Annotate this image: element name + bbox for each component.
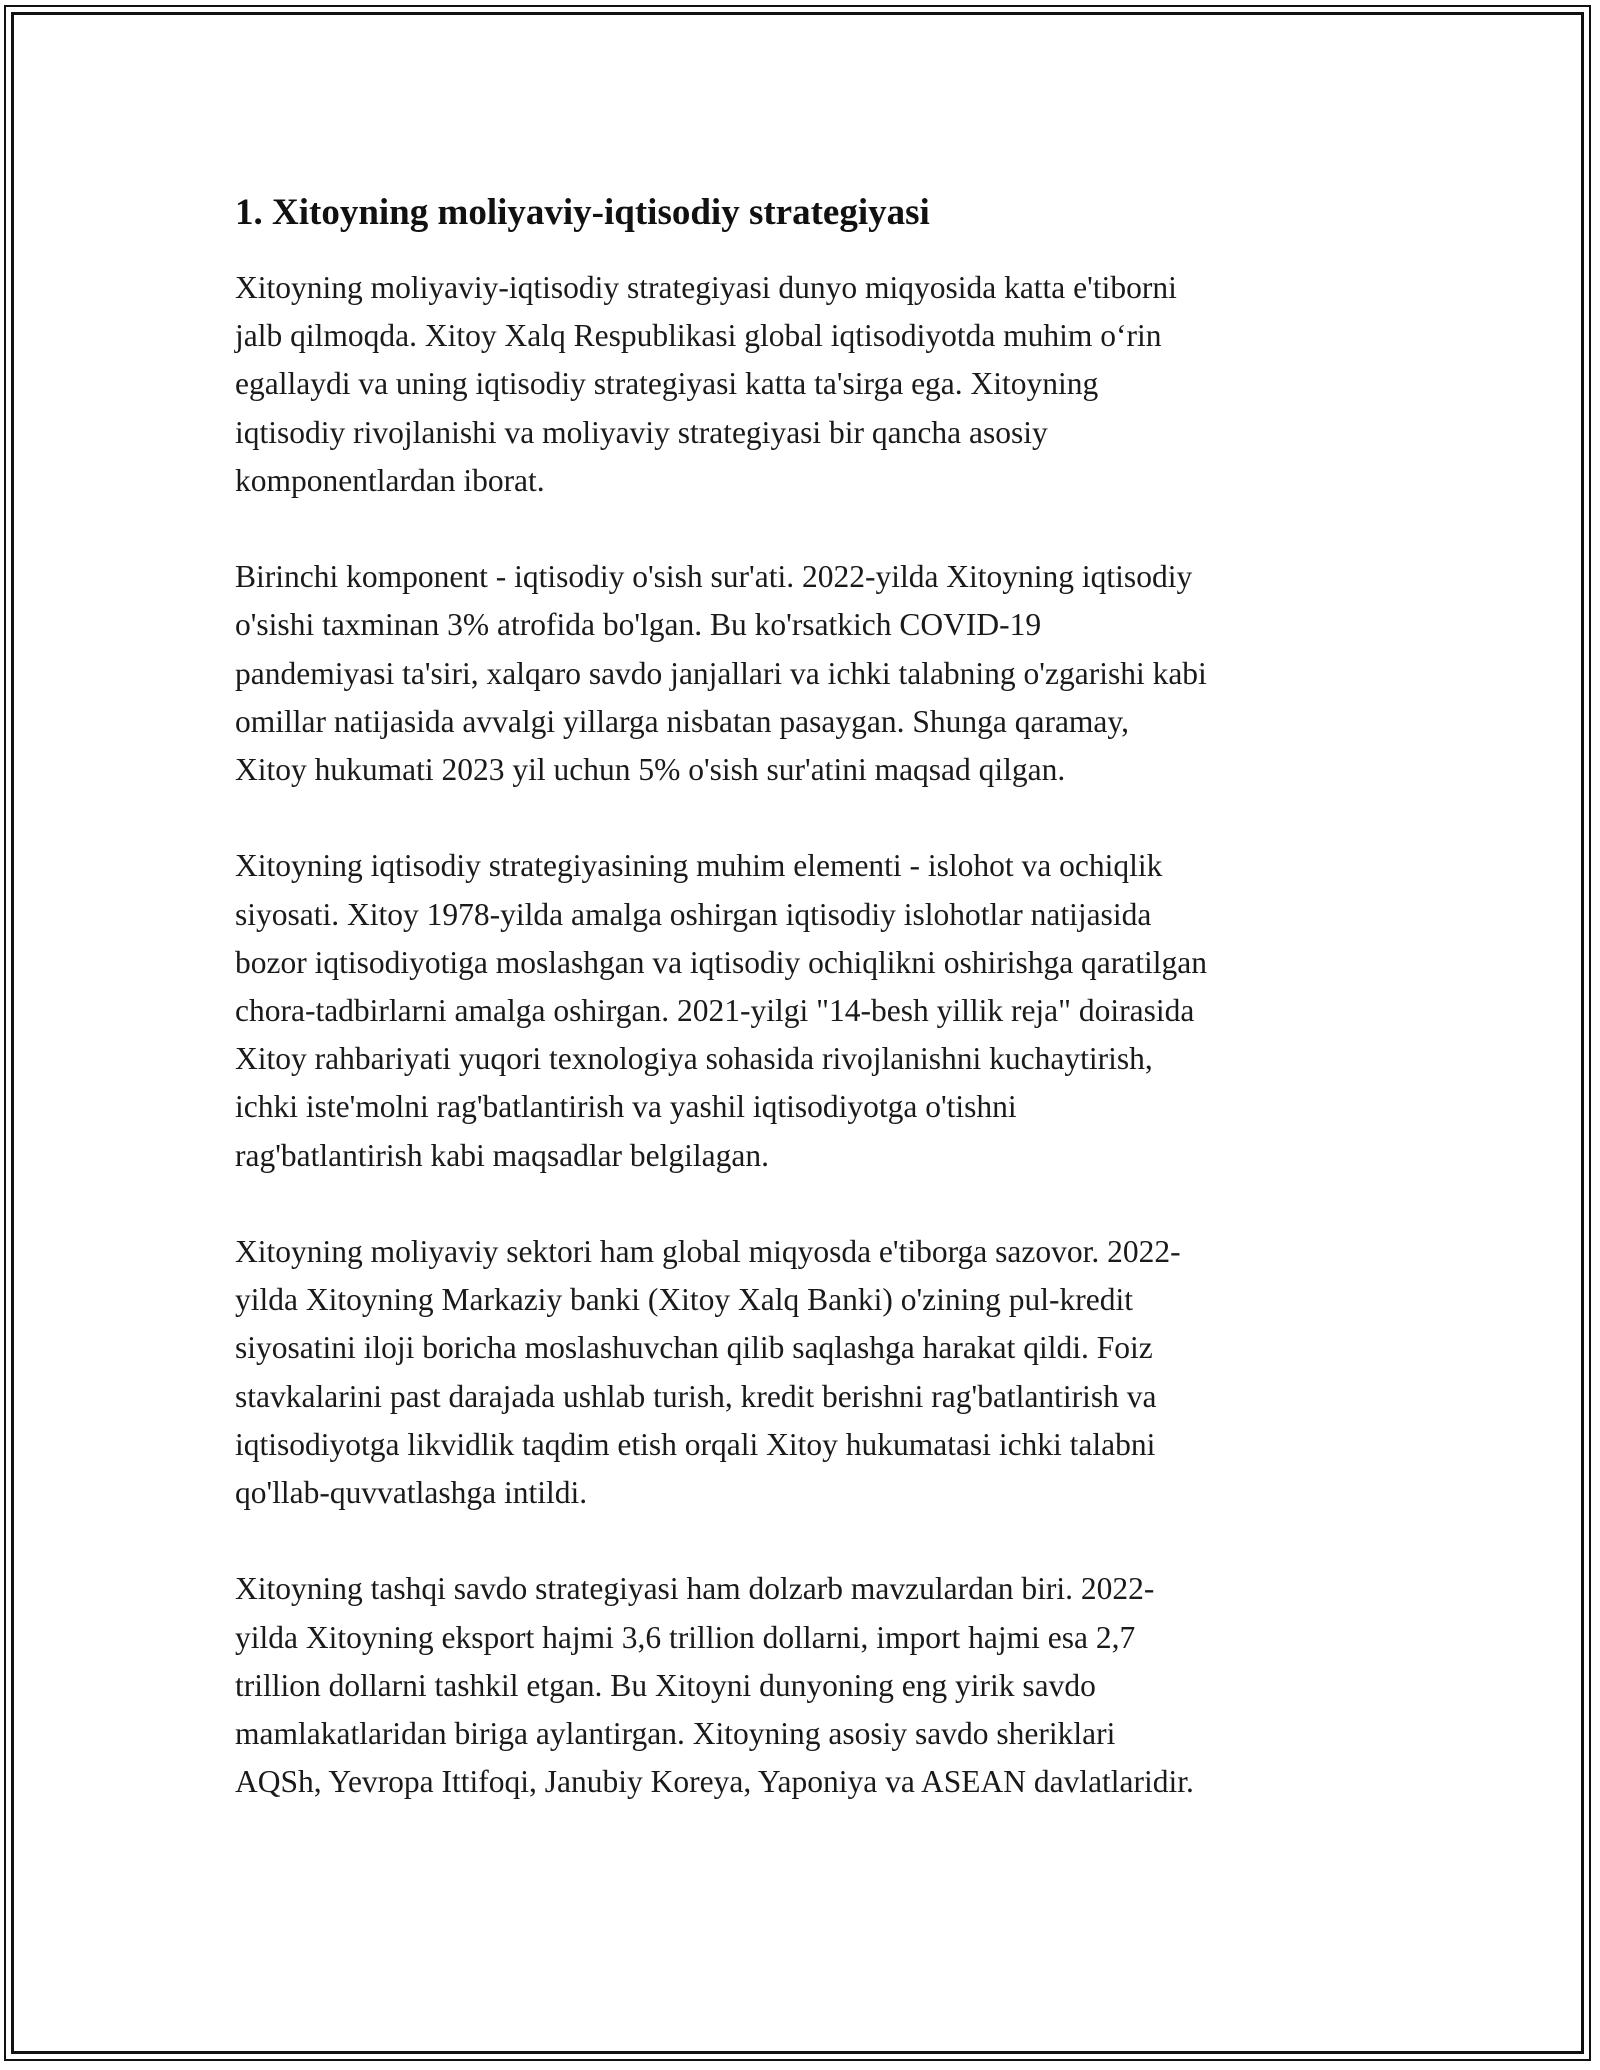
section-title: 1. Xitoyning moliyaviy-iqtisodiy strategiyasi xyxy=(235,192,930,233)
paragraph-foreign-trade: Xitoyning tashqi savdo strategiyasi ham dolzarb mavzulardan biri. 2022- yilda Xitoyning eksport hajmi 3,6 trillion dollarni, import hajmi esa 2,7 trillion dollarni tashkil etgan. Bu Xitoyni dunyoning eng yirik savdo mamlakatlaridan biriga aylantirgan. Xitoyning asosiy savdo sheriklari AQSh, Yevropa Ittifoqi, Janubiy Koreya, Yaponiya va ASEAN davlatlaridir. xyxy=(235,1571,1194,1800)
paragraph-intro: Xitoyning moliyaviy-iqtisodiy strategiyasi dunyo miqyosida katta e'tiborni jalb qilmoqda. Xitoy Xalq Respublikasi global iqtisodiyotda muhim o‘rin egallaydi va uning iqtisodiy strategiyasi katta ta'sirga ega. Xitoyning iqtisodiy rivojlanishi va moliyaviy strategiyasi bir qancha asosiy komponentlardan iborat. xyxy=(235,270,1177,498)
paragraph-growth-rate: Birinchi komponent - iqtisodiy o'sish sur'ati. 2022-yilda Xitoyning iqtisodiy o'sishi taxminan 3% atrofida bo'lgan. Bu ko'rsatkich COVID-19 pandemiyasi ta'siri, xalqaro savdo janjallari va ichki talabning o'zgarishi kabi omillar natijasida avvalgi yillarga nisbatan pasaygan. Shunga qaramay, Xitoy hukumati 2023 yil uchun 5% o'sish sur'atini maqsad qilgan. xyxy=(235,559,1207,788)
paragraph-financial-sector: Xitoyning moliyaviy sektori ham global miqyosda e'tiborga sazovor. 2022- yilda Xitoyning Markaziy banki (Xitoy Xalq Banki) o'zining pul-kredit siyosatini iloji boricha moslashuvchan qilib saqlashga harakat qildi. Foiz stavkalarini past darajada ushlab turish, kredit berishni rag'batlantirish va iqtisodiyotga likvidlik taqdim etish orqali Xitoy hukumatasi ichki talabni qo'llab-quvvatlashga intildi. xyxy=(235,1234,1181,1511)
document-body xyxy=(235,186,1385,1855)
paragraph-reform-policy: Xitoyning iqtisodiy strategiyasining muhim elementi - islohot va ochiqlik siyosati. Xitoy 1978-yilda amalga oshirgan iqtisodiy islohotlar natijasida bozor iqtisodiyotiga moslashgan va iqtisodiy ochiqlikni oshirishga qaratilgan chora-tadbirlarni amalga oshirgan. 2021-yilgi "14-besh yillik reja" doirasida Xitoy rahbariyati yuqori texnologiya sohasida rivojlanishni kuchaytirish, ichki iste'molni rag'batlantirish va yashil iqtisodiyotga o'tishni rag'batlantirish kabi maqsadlar belgilagan. xyxy=(235,848,1207,1173)
